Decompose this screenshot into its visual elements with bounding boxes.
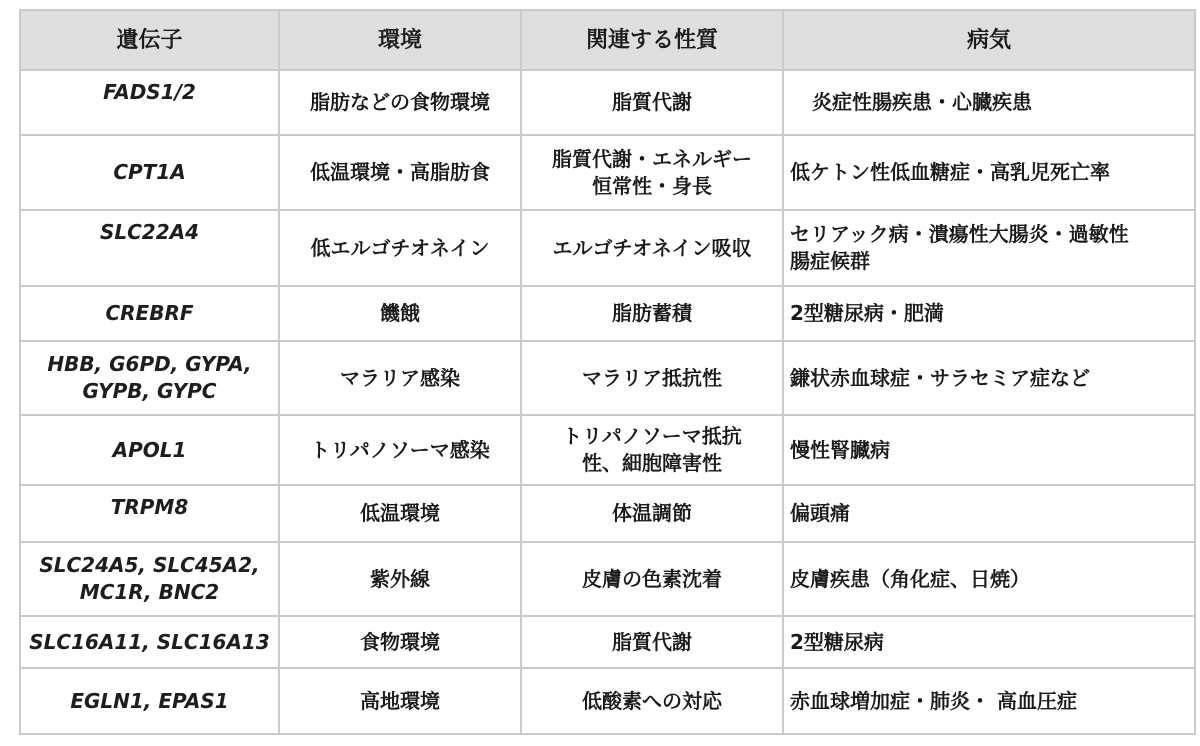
disease-cell — [783, 542, 1195, 616]
disease-text: 偏頭痛 — [790, 501, 850, 525]
header-environment: 環境 — [279, 10, 521, 70]
environment-cell — [279, 542, 521, 616]
environment-cell — [279, 70, 521, 135]
disease-text: 慢性腎臓病 — [790, 437, 890, 462]
environment-text: 高地環境 — [360, 688, 440, 713]
gene-table-container — [19, 9, 1194, 735]
trait-text: 低酸素への対応 — [582, 688, 722, 713]
gene-text: SLC22A4 — [99, 220, 200, 244]
environment-text: トリパノソーマ感染 — [310, 437, 490, 462]
gene-text: SLC24A5, SLC45A2, MC1R, BNC2 — [39, 553, 260, 604]
trait-cell — [521, 485, 783, 542]
disease-cell — [783, 668, 1195, 734]
trait-cell — [521, 135, 783, 210]
disease-text: 2型糖尿病・肥満 — [790, 301, 944, 325]
trait-cell — [521, 286, 783, 341]
disease-cell — [783, 135, 1195, 210]
disease-cell — [783, 415, 1195, 485]
gene-text: EGLN1, EPAS1 — [70, 688, 229, 713]
trait-text: 脂質代謝 — [612, 629, 692, 654]
trait-cell — [521, 341, 783, 415]
disease-text: 2型糖尿病 — [790, 629, 884, 654]
trait-text: エルゴチオネイン吸収 — [552, 235, 752, 260]
trait-cell — [521, 668, 783, 734]
table-row — [20, 286, 1195, 341]
gene-cell — [20, 210, 279, 286]
disease-cell — [783, 210, 1195, 286]
gene-cell — [20, 341, 279, 415]
gene-text: SLC16A11, SLC16A13 — [29, 629, 270, 654]
table-body — [20, 70, 1195, 734]
environment-text: 低温環境・高脂肪食 — [310, 160, 490, 184]
gene-cell — [20, 286, 279, 341]
disease-text: 鎌状赤血球症・サラセミア症など — [790, 365, 1090, 390]
gene-text: CREBRF — [105, 301, 194, 325]
gene-cell — [20, 542, 279, 616]
disease-text: 低ケトン性低血糖症・高乳児死亡率 — [790, 160, 1110, 184]
disease-text: 炎症性腸疾患・心臓疾患 — [812, 90, 1032, 114]
disease-cell — [783, 485, 1195, 542]
environment-text: 脂肪などの食物環境 — [310, 90, 490, 114]
trait-cell — [521, 210, 783, 286]
environment-cell — [279, 210, 521, 286]
disease-cell — [783, 286, 1195, 341]
gene-text: FADS1/2 — [103, 80, 196, 104]
trait-text: トリパノソーマ抵抗 性、細胞障害性 — [562, 424, 742, 475]
disease-text: 赤血球増加症・肺炎・ 高血圧症 — [790, 688, 1077, 713]
table-row — [20, 210, 1195, 286]
gene-text: APOL1 — [112, 437, 187, 462]
disease-text: 皮膚疾患（角化症、日焼） — [790, 566, 1030, 591]
header-row — [20, 10, 1195, 70]
environment-cell — [279, 616, 521, 668]
environment-text: マラリア感染 — [340, 365, 460, 390]
gene-cell — [20, 668, 279, 734]
environment-cell — [279, 341, 521, 415]
gene-cell — [20, 485, 279, 542]
gene-cell — [20, 70, 279, 135]
environment-cell — [279, 668, 521, 734]
trait-text: 体温調節 — [612, 501, 692, 525]
gene-text: HBB, G6PD, GYPA, GYPB, GYPC — [47, 352, 252, 403]
table-row — [20, 415, 1195, 485]
trait-text: 脂質代謝・エネルギー 恒常性・身長 — [552, 146, 752, 198]
environment-text: 饑餓 — [380, 301, 420, 325]
environment-cell — [279, 415, 521, 485]
trait-cell — [521, 415, 783, 485]
gene-text: CPT1A — [113, 160, 186, 184]
environment-cell — [279, 485, 521, 542]
gene-cell — [20, 415, 279, 485]
environment-cell — [279, 286, 521, 341]
header-gene: 遺伝子 — [20, 10, 279, 70]
header-disease: 病気 — [783, 10, 1195, 70]
trait-text: 皮膚の色素沈着 — [582, 566, 722, 591]
table-row — [20, 70, 1195, 135]
disease-text: セリアック病・潰瘍性大腸炎・過敏性 腸症候群 — [790, 222, 1129, 273]
trait-cell — [521, 542, 783, 616]
table-row — [20, 542, 1195, 616]
header-trait: 関連する性質 — [521, 10, 783, 70]
table-row — [20, 135, 1195, 210]
gene-text: TRPM8 — [110, 495, 189, 519]
gene-cell — [20, 135, 279, 210]
gene-environment-table — [19, 9, 1196, 735]
table-row — [20, 616, 1195, 668]
table-row — [20, 485, 1195, 542]
environment-text: 食物環境 — [360, 629, 440, 654]
trait-cell — [521, 616, 783, 668]
disease-cell — [783, 341, 1195, 415]
disease-cell — [783, 70, 1195, 135]
environment-text: 紫外線 — [370, 566, 430, 591]
environment-cell — [279, 135, 521, 210]
disease-cell — [783, 616, 1195, 668]
trait-text: マラリア抵抗性 — [582, 365, 722, 390]
environment-text: 低温環境 — [360, 501, 440, 525]
trait-text: 脂肪蓄積 — [612, 301, 692, 325]
gene-cell — [20, 616, 279, 668]
trait-text: 脂質代謝 — [612, 90, 692, 114]
trait-cell — [521, 70, 783, 135]
environment-text: 低エルゴチオネイン — [310, 235, 490, 260]
table-row — [20, 341, 1195, 415]
table-row — [20, 668, 1195, 734]
table-header — [20, 10, 1195, 70]
